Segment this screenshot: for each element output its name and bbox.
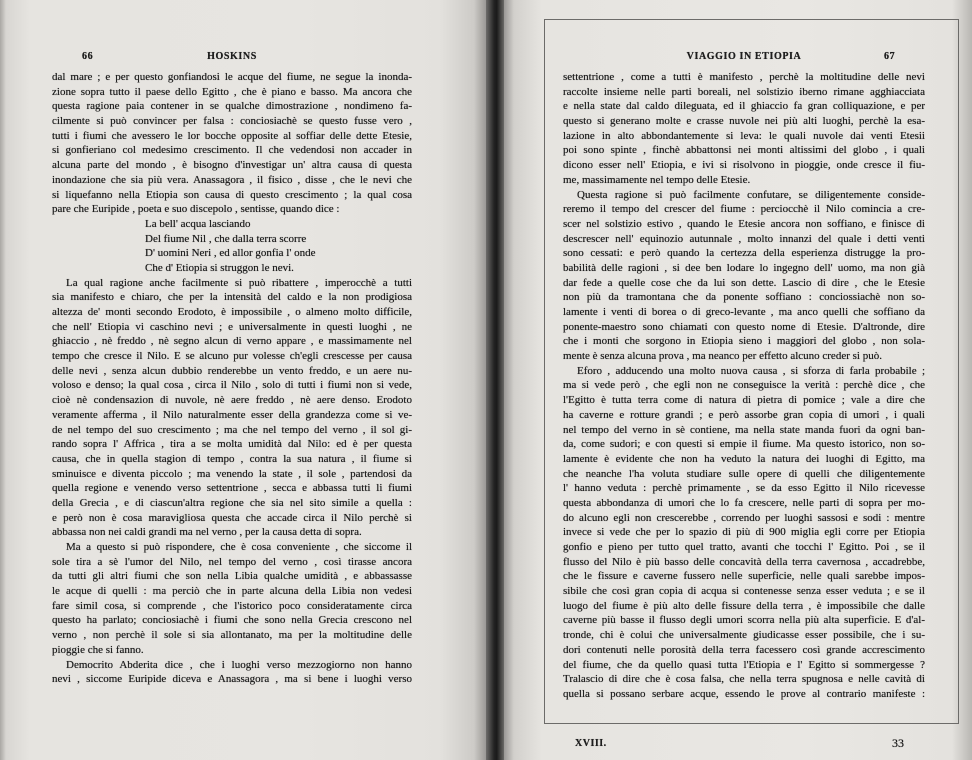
- paragraph: [52, 276, 412, 540]
- text-line: pioggie che si fanno.: [52, 643, 144, 656]
- book-gutter: [486, 0, 504, 760]
- text-line: La qual ragione anche facilmente si può ribattere , imperocchè a tutti: [66, 276, 412, 289]
- text-line: e però non è cosa maravigliosa questa che accade circa il Nilo perchè si: [52, 511, 412, 524]
- text-line: nevi , siccome Euripide diceva e Anassagora , ma si bene i luoghi verso: [52, 673, 412, 686]
- text-line: me, massimamente nel tempo delle Etesie.: [563, 173, 751, 186]
- text-line: de nel tempo del suo crescimento ; ma che nel tempo del verno , il sol gi-: [52, 423, 412, 436]
- text-line: Ma a questo si può rispondere, che è cosa conveniente , che siccome il: [66, 541, 412, 553]
- paragraph: [563, 188, 925, 364]
- text-line: delle nevi , senza alcun dubbio renderebbe un vento freddo, e un aere nu-: [52, 364, 412, 377]
- text-line: questo ha parlato; conciosiachè i fiumi che sono nella Grecia crescono nel: [52, 614, 412, 627]
- right-page-text: [563, 70, 925, 702]
- text-line: dori contenuti nelle porosità della terra facessero così grande accrescimento: [563, 643, 925, 656]
- text-line: settentrione , come a tutti è manifesto , perchè la moltitudine delle nevi: [563, 71, 925, 83]
- paragraph: [563, 70, 925, 188]
- text-line: cioè nè condensazion di nuvole, nè aere freddo , nè aere denso. Erodoto: [52, 394, 412, 407]
- text-line: questa ragione paia contener in se qualche dimostrazione , nondimeno fa-: [52, 100, 412, 113]
- text-line: Democrito Abderita dice , che i luoghi verso mezzogiorno non hanno: [66, 658, 412, 671]
- paragraph: [563, 364, 925, 702]
- text-line: cilmente si può convincer per falsa : conciosiachè se questo fusse vero ,: [52, 115, 412, 128]
- text-line: quella si possano serbare acque, essendo le prove al contrario manifeste :: [563, 687, 925, 700]
- text-line: sole tira a sè l'umor del Nilo, nel tempo del verno , così tirasse ancora: [52, 555, 412, 568]
- right-page-number: 67: [884, 51, 896, 62]
- text-line: che nell' Etiopia vi caschino nevi ; e universalmente in questi luoghi , ne: [52, 320, 412, 333]
- text-line: scer nel solstizio estivo , quando le Etesie ancora non soffiano, e finisce di: [563, 217, 925, 230]
- text-line: le acque di quelli : ma perciò che in parte alcuna della Libia non vedesi: [52, 585, 412, 598]
- text-line: Tralascio di dire che è cosa falsa, che nella terra spugnosa e nelle cavità di: [563, 673, 925, 686]
- text-line: luogo del fiume è più alto delle fissure della terra , è impossibile che dalle: [563, 599, 925, 612]
- text-line: inondazione che sia più vera. Anassagora , il fisico , disse , che le nevi che: [52, 173, 412, 186]
- text-line: do alcuno egli non crescerebbe , correndo per luoghi sassosi e sodi : mentre: [563, 511, 925, 524]
- sheet-number: 33: [892, 736, 904, 750]
- text-line: sibile che così gran copia di acqua si contenesse senza esser veduta ; e se il: [563, 585, 925, 598]
- text-line: si gonfieriano col medesimo crescimento. Il che vedendosi non accader in: [52, 144, 412, 157]
- text-line: fare simil cosa, si comprende , che l'istorico poco consideratamente circa: [52, 599, 412, 612]
- text-line: veramente afferma , il Nilo naturalmente esser della grandezza come si ve-: [52, 408, 412, 421]
- text-line: ma si vede però , che egli non ne conseguisce la verità : perchè dice , che: [563, 379, 925, 392]
- verse-quotation: [52, 217, 412, 276]
- paragraph: [52, 540, 412, 658]
- text-line: ghiaccio , nè freddo , nè segno alcun di verno appare , e massimamente nel: [52, 335, 412, 348]
- text-line: della Grecia , e di ciascun'altra regione che sia nel sito simile a quella :: [52, 496, 412, 509]
- text-line: questa abbondanza di umori che lo fa crescere, nelle parti di sopra per mo-: [563, 496, 925, 509]
- text-line: del fiume, che da quello quasi tutta l'Etiopia e l' Egitto si sommergesse ?: [563, 658, 925, 671]
- left-running-head: HOSKINS: [207, 51, 257, 62]
- text-line: dar fede a quelle cose che da lui son dette. Lascio di dire , che le Etesie: [563, 276, 925, 289]
- left-page-text: [52, 70, 412, 687]
- text-line: si liquefanno nella Etiopia son causa di questo crescimento ; la qual cosa: [52, 188, 412, 201]
- text-line: questo si generano molte e crasse nuvole nei più alti luoghi, perchè la esa-: [563, 115, 925, 128]
- text-line: da tutti gli altri fiumi che son nella Libia qualche umidità , e abbassasse: [52, 570, 412, 583]
- text-line: lamente i venti di borea o di greco-levante , ma anco quelli che soffiano da: [563, 306, 925, 318]
- text-line: sminuisce e diventa piccolo ; ma venendo la state , il sole , partendosi da: [52, 467, 412, 480]
- text-line: e nella state dal caldo dileguata, ed il ghiaccio fa gran colliquazione, e per: [563, 100, 925, 113]
- text-line: dicono esser nell' Etiopia, e ivi si risolvono in pioggie, onde cresce il fiu-: [563, 159, 925, 172]
- text-line: Questa ragione si può facilmente confutare, se diligentemente conside-: [577, 188, 925, 201]
- verse-line: La bell' acqua lasciando: [145, 217, 251, 230]
- paragraph: [52, 658, 412, 687]
- text-line: abbassa non nei caldi grandi ma nel verno , per la causa detta di sopra.: [52, 526, 362, 539]
- paragraph: [52, 70, 412, 217]
- text-line: lamente è evidente che non ha veduto la natura dei luoghi di Egitto, ma: [563, 452, 925, 465]
- right-running-head: VIAGGIO IN ETIOPIA: [686, 51, 802, 62]
- text-line: Eforo , adducendo una molto nuova causa , si sforza di farla probabile ;: [577, 364, 925, 377]
- text-line: nel tempo del verno in sè contiene, ma nella state manda fuori da ogni ban-: [563, 423, 925, 436]
- text-line: sono cessati: e però quando la certezza della esperienza distrugge la pro-: [563, 247, 925, 260]
- text-line: l' hanno veduta : perchè primamente , se da esso Egitto il Nilo ricevesse: [563, 482, 925, 495]
- text-line: da, come sudori; e con questi si empie il fiume. Ma questo istorico, non so-: [563, 438, 925, 451]
- verse-line: D' uomini Neri , ed allor gonfia l' onde: [145, 247, 316, 260]
- text-line: altezza de' monti secondo Erodoto, è impossibile , o almeno molto difficile,: [52, 306, 412, 318]
- text-line: tempo che cresce il Nilo. E se alcuno pur volesse ch'egli crescesse per causa: [52, 350, 412, 363]
- text-line: tronde, chi è colui che universalmente giudicasse esser possibile, che i su-: [563, 629, 925, 642]
- text-line: gonfio e pieno per tutto quel tratto, avanti che tocchi l' Egitto. Poi , se il: [563, 541, 925, 553]
- text-line: invece si vede che per lo spazio di più di 900 miglia egli corre per Etiopia: [563, 526, 925, 539]
- text-line: sia manifesto e chiaro, che per la intensità del caldo e la non prodigiosa: [52, 291, 412, 304]
- text-line: verno , non perchè il sole si sia allontanato, ma per la moltitudine delle: [52, 629, 412, 642]
- text-line: raccolte insieme nelle parti boreali, nel solstizio iberno rimane agghiacciata: [563, 85, 925, 98]
- text-line: mente è senza alcuna prova , ma neanco per effetto alcuno creder si può.: [563, 350, 882, 363]
- text-line: non più da tramontana che da ponente soffiano : conciossiachè non so-: [563, 291, 925, 304]
- text-line: voloso e denso; la qual cosa , circa il Nilo , solo di tutti i fiumi non si vede,: [52, 379, 412, 392]
- left-page-number: 66: [82, 51, 94, 62]
- text-line: rando sopra l' Affrica , tira a se molta umidità dal Nilo: ed è per questa: [52, 438, 412, 451]
- text-line: causa, che in quella stagion di tempo , contra la sua natura , il fiume si: [52, 452, 412, 465]
- text-line: lazione in alto abbondantemente si leva: le quali nuvole dai venti Etesii: [563, 129, 925, 142]
- text-line: alcuna parte del mondo , è bisogno d'investigar un' altra causa di questa: [52, 159, 412, 172]
- text-line: tutti i fiumi che avessero le lor bocche opposite al soffiar delle dette Etesie,: [52, 129, 412, 142]
- text-line: dal mare ; e per questo gonfiandosi le acque del fiume, ne segue la inonda-: [52, 71, 412, 83]
- verse-line: Che d' Etiopia si struggon le nevi.: [145, 261, 294, 274]
- text-line: che i monti che sorgono in Etiopia sieno i maggiori del globo , non sola-: [563, 335, 925, 348]
- text-line: babilità delle ragioni , si dee ben lodare lo ingegno dell' uomo, ma non già: [563, 261, 925, 274]
- text-line: pare che Euripide , poeta e suo discepolo , sentisse, quando dice :: [52, 203, 340, 216]
- verse-line: Del fiume Nil , che dalla terra scorre: [145, 232, 307, 245]
- text-line: ha caverne e rotture grandi ; e però assorbe gran copia di umori , i quali: [563, 408, 925, 421]
- text-line: zione sopra tutto il paese dello Egitto , che è piano e basso. Ma ancora che: [52, 85, 412, 98]
- text-line: l'Egitto è tutta terra come di natura di pietra di pomice ; vale a dire che: [563, 394, 925, 407]
- text-line: descrescer nell' equinozio autunnale , molto innanzi del quale i detti venti: [563, 232, 925, 245]
- text-line: reremo il tempo del crescer del fiume : perciocchè il Nilo comincia a cre-: [563, 203, 925, 216]
- text-line: che neanche l'ha voluta studiare sulle opere di quelli che diligentemente: [563, 467, 925, 480]
- text-line: che le fissure e caverne fussero nelle superficie, nelle quali sarebbe impos-: [563, 570, 925, 583]
- text-line: quella regione e venendo verso settentrione , secca e abbassa tutti li fiumi: [52, 482, 412, 495]
- text-line: flusso del Nilo è più basso delle concavità della terra cavernosa , accadrebbe,: [563, 555, 925, 568]
- text-line: poi sono spinte , finchè abbattonsi nei monti altissimi del globo , i quali: [563, 144, 925, 157]
- signature-mark: XVIII.: [575, 738, 607, 749]
- text-line: caverne più basse il flusso degli umori scorra nella più alta superficie. E d'al-: [563, 614, 925, 627]
- text-line: ponente-maestro sono chiamati con questo nome di Etesie. D'altronde, dire: [563, 320, 925, 333]
